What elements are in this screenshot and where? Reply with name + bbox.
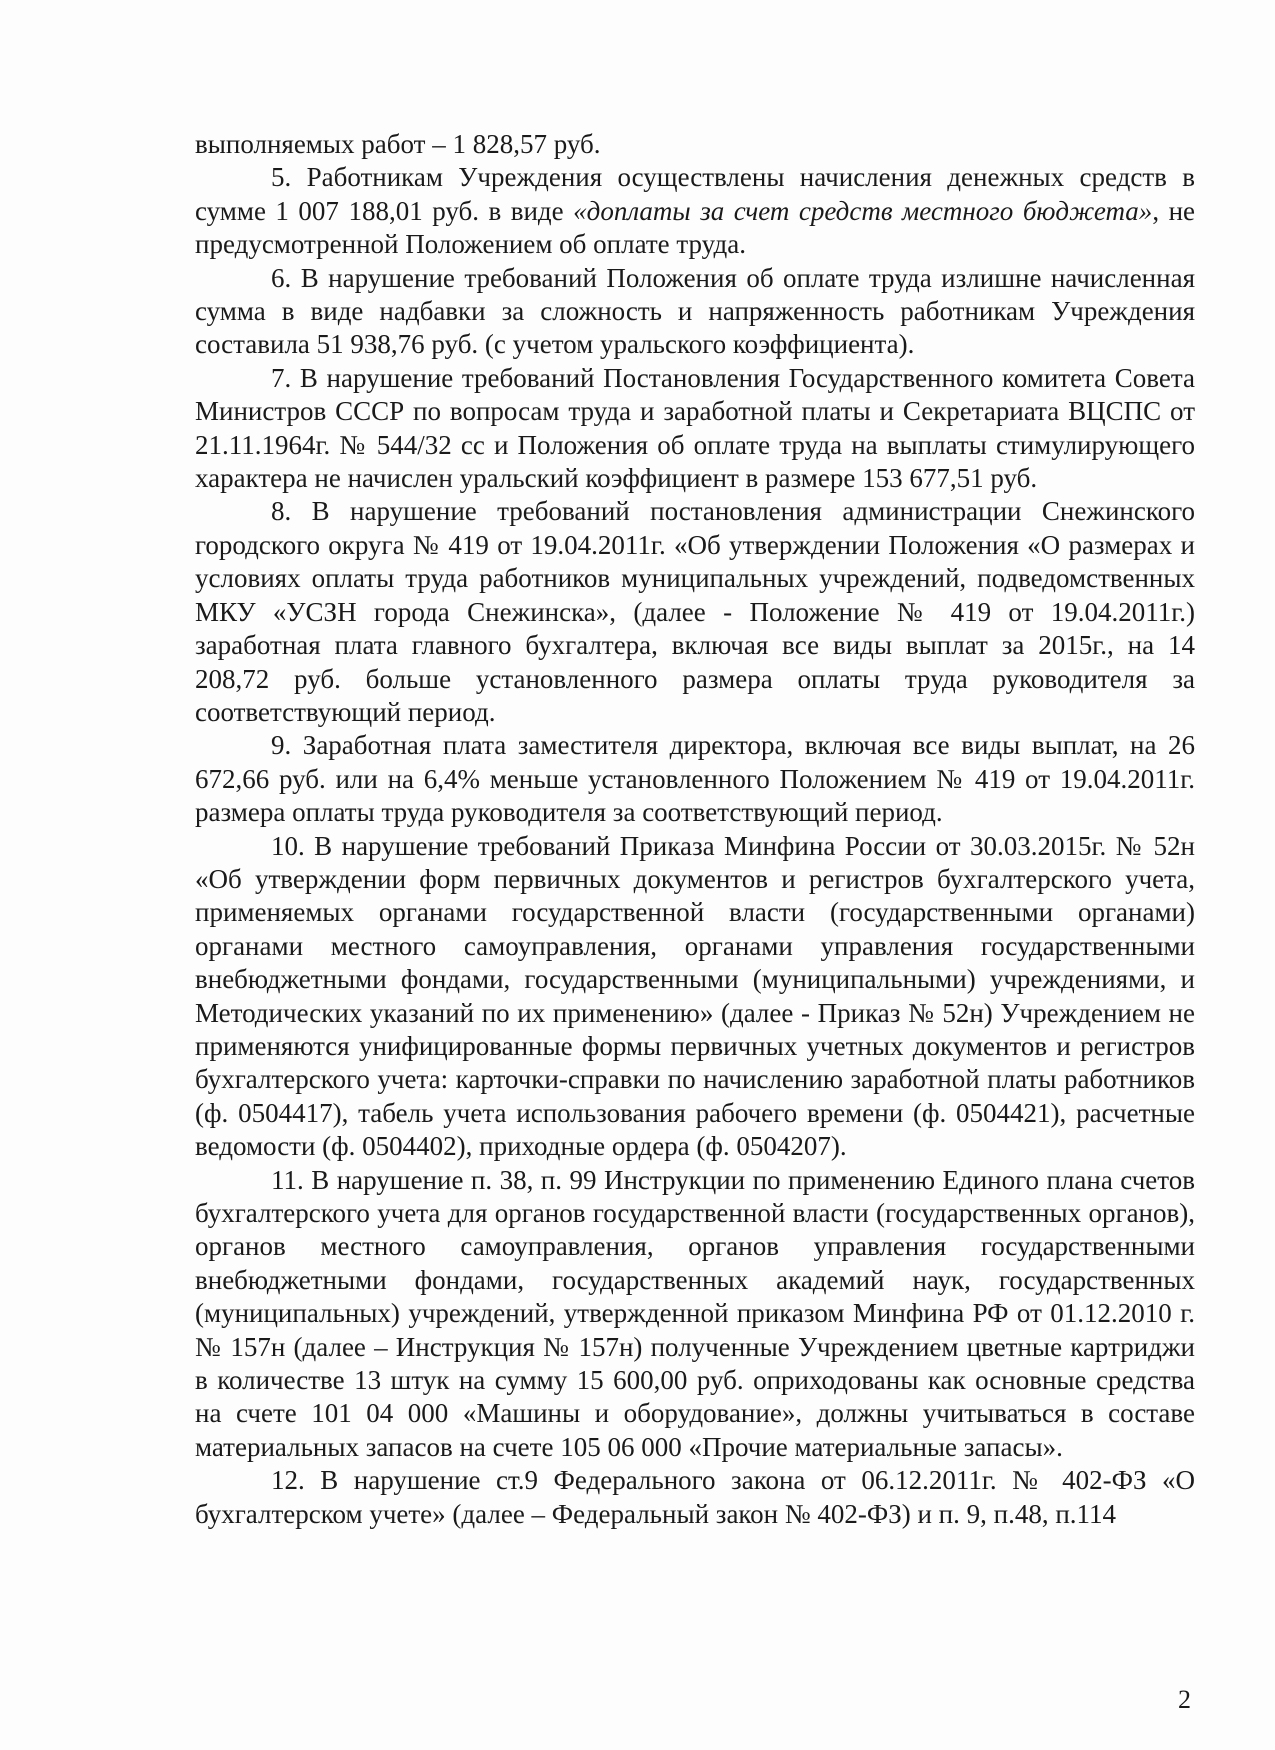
paragraph-5-italic-quote: «доплаты за счет средств местного бюджета» [573,195,1153,226]
document-body [195,128,1195,1531]
paragraph-8: 8. В нарушение требований постановления администрации Снежинского городского округа № 419 от 19.04.2011г. «Об утверждении Положения «О размерах и условиях оплаты труда работников муниципальных учреждений, подведомственных МКУ «УСЗН города Снежинска», (далее - Положение № 419 от 19.04.2011г.) заработная плата главного бухгалтера, включая все виды выплат за 2015г., на 14 208,72 руб. больше установленного размера оплаты труда руководителя за соответствующий период. [195,496,1195,727]
paragraph-12: 12. В нарушение ст.9 Федерального закона от 06.12.2011г. № 402-ФЗ «О бухгалтерском учете» (далее – Федеральный закон № 402-ФЗ) и п. 9, п.48, п.114 [195,1465,1195,1529]
paragraph-10: 10. В нарушение требований Приказа Минфина России от 30.03.2015г. № 52н «Об утверждении форм первичных документов и регистров бухгалтерского учета, применяемых органами государственной власти (государственными органами) органами местного самоуправления, органами управления государственными внебюджетными фондами, государственными (муниципальными) учреждениями, и Методических указаний по их применению» (далее - Приказ № 52н) Учреждением не применяются унифицированные формы первичных учетных документов и регистров бухгалтерского учета: карточки-справки по начислению заработной платы работников (ф. 0504417), табель учета использования рабочего времени (ф. 0504421), расчетные ведомости (ф. 0504402), приходные ордера (ф. 0504207). [195,830,1195,1162]
paragraph-11: 11. В нарушение п. 38, п. 99 Инструкции по применению Единого плана счетов бухгалтерского учета для органов государственной власти (государственных органов), органов местного самоуправления, органов управления государственными внебюджетными фондами, государственных академий наук, государственных (муниципальных) учреждений, утвержденной приказом Минфина РФ от 01.12.2010 г. № 157н (далее – Инструкция № 157н) полученные Учреждением цветные картриджи в количестве 13 штук на сумму 15 600,00 руб. оприходованы как основные средства на счете 101 04 000 «Машины и оборудование», должны учитываться в составе материальных запасов на счете 105 06 000 «Прочие материальные запасы». [195,1164,1195,1462]
paragraph-9: 9. Заработная плата заместителя директора, включая все виды выплат, на 26 672,66 руб. или на 6,4% меньше установленного Положением № 419 от 19.04.2011г. размера оплаты труда руководителя за соответствующий период. [195,730,1195,828]
paragraph-7: 7. В нарушение требований Постановления Государственного комитета Совета Министров СССР по вопросам труда и заработной платы и Секретариата ВЦСПС от 21.11.1964г. № 544/32 сс и Положения об оплате труда на выплаты стимулирующего характера не начислен уральский коэффициент в размере 153 677,51 руб. [195,362,1195,494]
continuation-line: выполняемых работ – 1 828,57 руб. [195,129,601,159]
paragraph-5 [195,161,1195,261]
paragraph-5-text-start: 5. Работникам Учреждения осуществлены начисления денежных средств в сумме 1 007 188,01 руб. в виде [195,162,1195,226]
paragraph-6: 6. В нарушение требований Положения об оплате труда излишне начисленная сумма в виде надбавки за сложность и напряженность работникам Учреждения составила 51 938,76 руб. (с учетом уральского коэффициента). [195,262,1195,360]
page-number: 2 [1178,1685,1191,1714]
paragraph-5-text-end: , не предусмотренной Положением об оплате труда. [195,195,1195,260]
